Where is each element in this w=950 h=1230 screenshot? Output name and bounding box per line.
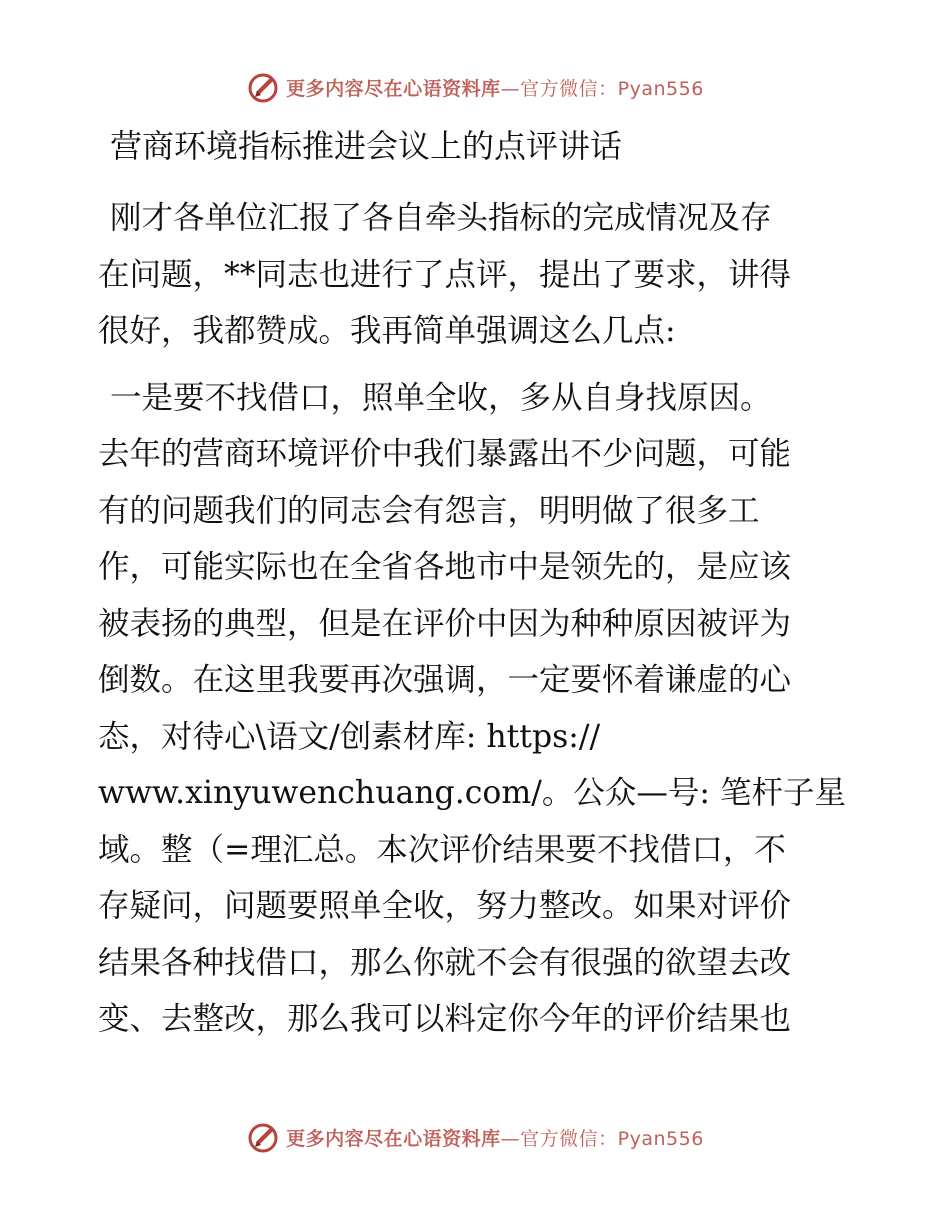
header-banner-lead: 更多内容尽在心语资料库: [286, 77, 501, 100]
paragraph-line: 刚才各单位汇报了各自牵头指标的完成情况及存: [110, 200, 772, 236]
paragraph-line: 变、去整改，那么我可以料定你今年的评价结果也: [98, 1001, 792, 1037]
paragraph-line: 作，可能实际也在全省各地市中是领先的，是应该: [98, 549, 792, 585]
paragraph-line: 很好，我都赞成。我再简单强调这么几点:: [98, 313, 676, 349]
document-body: [98, 190, 858, 1058]
paragraph-line: 在问题，**同志也进行了点评，提出了要求，讲得: [98, 256, 792, 293]
footer-banner-lead: 更多内容尽在心语资料库: [286, 1127, 501, 1150]
paragraph-line: 存疑问，问题要照单全收，努力整改。如果对评价: [98, 888, 792, 924]
paragraph-line: 被表扬的典型，但是在评价中因为种种原因被评为: [98, 605, 792, 642]
footer-banner-text: [286, 1124, 704, 1151]
header-banner-rest: —官方微信：Pyan556: [500, 77, 704, 100]
paragraph-line: 域。整（=理汇总。本次评价结果要不找借口，不: [98, 831, 786, 868]
paragraph-line: www.xinyuwenchuang.com/。公众—号: 笔杆子星: [98, 775, 846, 811]
paragraph-1: [98, 190, 858, 360]
paragraph-line: 有的问题我们的同志会有怨言，明明做了很多工: [98, 492, 760, 529]
paragraph-line: 一是要不找借口，照单全收，多从自身找原因。: [110, 379, 772, 416]
brand-logo-icon: [246, 70, 280, 104]
paragraph-line: 倒数。在这里我要再次强调，一定要怀着谦虚的心: [98, 662, 792, 698]
header-banner-text: [286, 74, 704, 101]
header-banner: [0, 70, 950, 104]
paragraph-line: 态，对待心\语文/创素材库: https://: [98, 718, 601, 755]
footer-banner: [0, 1120, 950, 1154]
document-title: 营商环境指标推进会议上的点评讲话: [110, 127, 623, 165]
footer-banner-rest: —官方微信：Pyan556: [500, 1127, 704, 1150]
paragraph-line: 去年的营商环境评价中我们暴露出不少问题，可能: [98, 436, 792, 472]
paragraph-line: 结果各种找借口，那么你就不会有很强的欲望去改: [98, 944, 792, 981]
paragraph-2: [98, 370, 858, 1048]
brand-logo-icon: [246, 1120, 280, 1154]
